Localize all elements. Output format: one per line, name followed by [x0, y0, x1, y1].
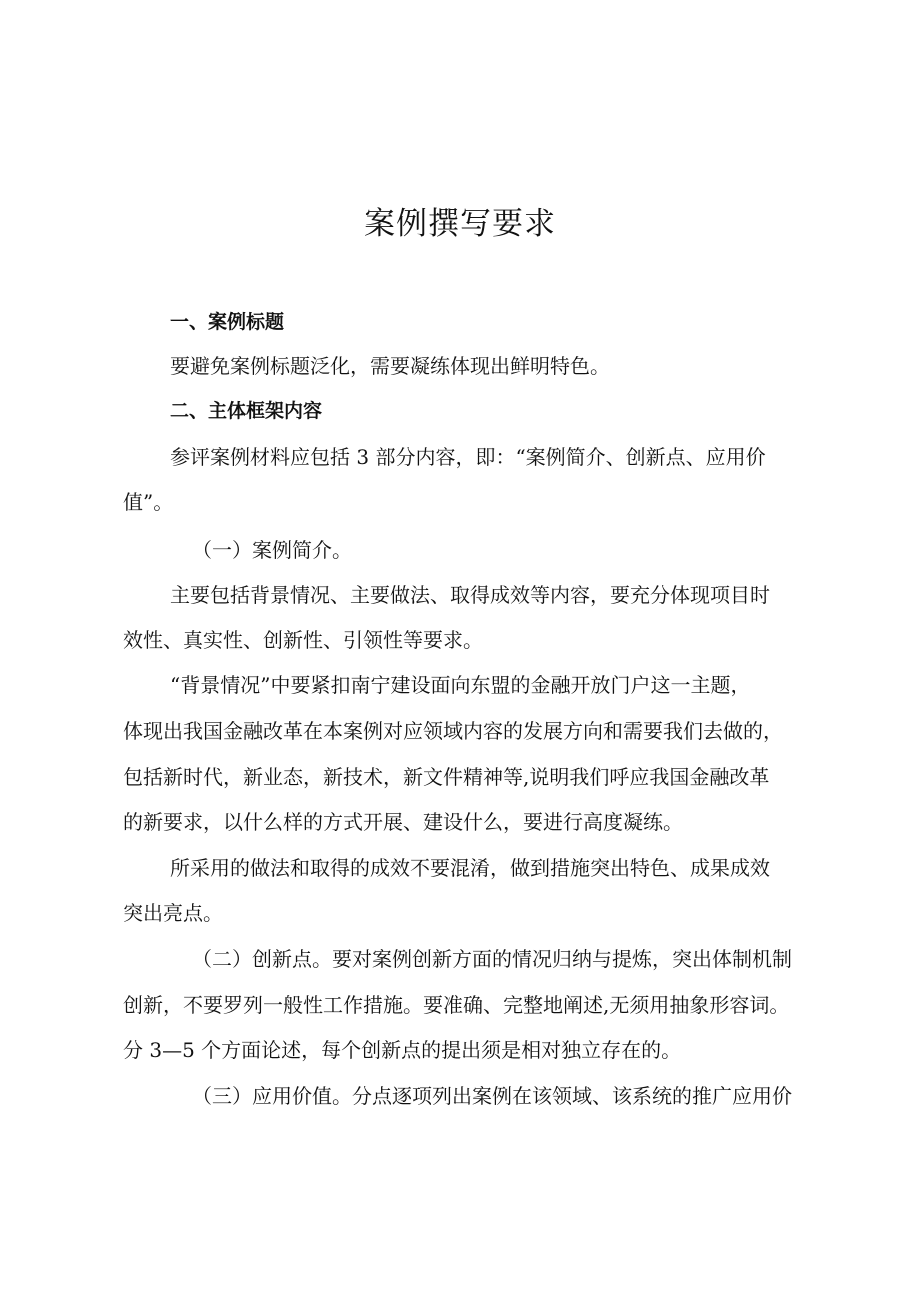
section-heading-case-title: 一、案例标题 [170, 311, 285, 333]
document-title: 案例撰写要求 [364, 206, 556, 242]
paragraph-line: 要避免案例标题泛化，需要凝练体现出鲜明特色。 [170, 354, 610, 378]
paragraph-line: 效性、真实性、创新性、引领性等要求。 [123, 628, 483, 652]
paragraph-line: 包括新时代，新业态，新技术，新文件精神等,说明我们呼应我国金融改革 [123, 765, 770, 789]
subsection-heading-innovation: （二）创新点。要对案例创新方面的情况归纳与提炼，突出体制机制 [192, 947, 792, 971]
section-heading-main-framework: 二、主体框架内容 [170, 400, 323, 422]
subsection-heading-application-value: （三）应用价值。分点逐项列出案例在该领域、该系统的推广应用价 [192, 1084, 792, 1108]
paragraph-line: “背景情况”中要紧扣南宁建设面向东盟的金融开放门户这一主题， [170, 673, 751, 697]
paragraph-line: 突出亮点。 [123, 901, 223, 925]
paragraph-line: 所采用的做法和取得的成效不要混淆，做到措施突出特色、成果成效 [170, 856, 770, 880]
paragraph-line: 创新，不要罗列一般性工作措施。要准确、完整地阐述,无须用抽象形容词。 [123, 993, 790, 1017]
paragraph-line: 值”。 [123, 490, 174, 514]
paragraph-line: 参评案例材料应包括 3 部分内容，即：“案例简介、创新点、应用价 [170, 445, 766, 469]
subsection-heading-case-intro: （一）案例简介。 [192, 538, 352, 562]
paragraph-line: 的新要求，以什么样的方式开展、建设什么，要进行高度凝练。 [123, 810, 683, 834]
paragraph-line: 分 3—5 个方面论述，每个创新点的提出须是相对独立存在的。 [123, 1038, 682, 1062]
paragraph-line: 体现出我国金融改革在本案例对应领域内容的发展方向和需要我们去做的， [123, 719, 783, 743]
paragraph-line: 主要包括背景情况、主要做法、取得成效等内容，要充分体现项目时 [170, 583, 770, 607]
